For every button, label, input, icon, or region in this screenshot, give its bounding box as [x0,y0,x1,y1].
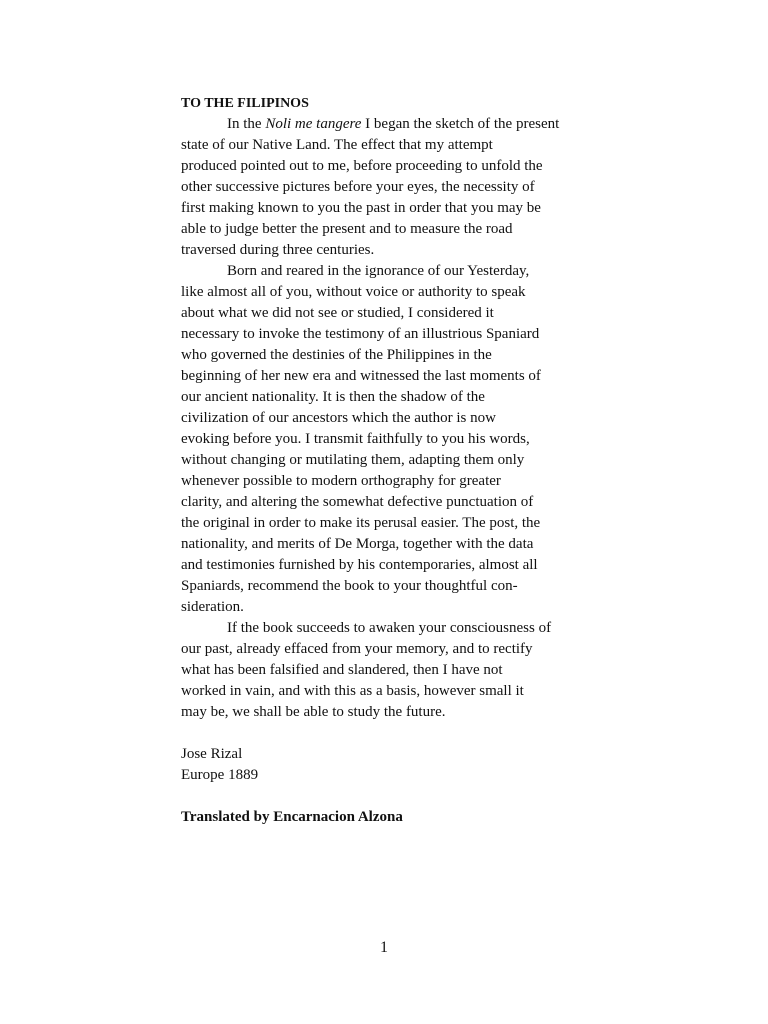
translator-credit: Translated by Encarnacion Alzona [181,809,403,825]
page-number: 1 [380,939,388,956]
paragraph-line: and testimonies furnished by his contemporaries, almost all [181,557,538,573]
page-title: TO THE FILIPINOS [181,96,309,111]
paragraph-line: first making known to you the past in order that you may be [181,200,541,216]
paragraph-line: may be, we shall be able to study the future. [181,704,446,720]
place-date: Europe 1889 [181,767,259,783]
paragraph-line: the original in order to make its perusal easier. The post, the [181,515,541,531]
paragraph-1 [181,114,601,261]
paragraph-line: who governed the destinies of the Philippines in the [181,347,492,363]
paragraph-line: Spaniards, recommend the book to your thoughtful con- [181,578,518,594]
paragraph-line: sideration. [181,599,244,615]
paragraph-line: what has been falsified and slandered, then I have not [181,662,503,678]
paragraph-line: about what we did not see or studied, I considered it [181,305,494,321]
paragraph-line: state of our Native Land. The effect that my attempt [181,137,493,153]
paragraph-line: able to judge better the present and to measure the road [181,221,513,237]
paragraph-line: civilization of our ancestors which the author is now [181,410,496,426]
paragraph-line: clarity, and altering the somewhat defective punctuation of [181,494,534,510]
paragraph-line: whenever possible to modern orthography for greater [181,473,501,489]
paragraph-line: like almost all of you, without voice or authority to speak [181,284,526,300]
paragraph-3 [181,618,601,723]
paragraph-line: Born and reared in the ignorance of our Yesterday, [227,263,530,279]
paragraph-line: our past, already effaced from your memory, and to rectify [181,641,533,657]
paragraph-line: nationality, and merits of De Morga, together with the data [181,536,534,552]
paragraph-line: our ancient nationality. It is then the shadow of the [181,389,485,405]
paragraph-line: beginning of her new era and witnessed the last moments of [181,368,541,384]
paragraph-line: If the book succeeds to awaken your consciousness of [227,620,552,636]
paragraph-line: worked in vain, and with this as a basis, however small it [181,683,524,699]
paragraph-line: necessary to invoke the testimony of an illustrious Spaniard [181,326,540,342]
paragraph-line: traversed during three centuries. [181,242,375,258]
paragraph-line: other successive pictures before your eyes, the necessity of [181,179,535,195]
text-run: In the [227,116,266,132]
paragraph-line [181,114,601,135]
paragraph-line: without changing or mutilating them, adapting them only [181,452,525,468]
signature-block [181,744,601,786]
document-body [181,93,601,828]
book-title-italic: Noli me tangere [265,116,362,132]
paragraph-2 [181,261,601,618]
paragraph-line: produced pointed out to me, before proceeding to unfold the [181,158,543,174]
author-name: Jose Rizal [181,746,243,762]
text-run: I began the sketch of the present [361,116,560,132]
paragraph-line: evoking before you. I transmit faithfully to you his words, [181,431,530,447]
